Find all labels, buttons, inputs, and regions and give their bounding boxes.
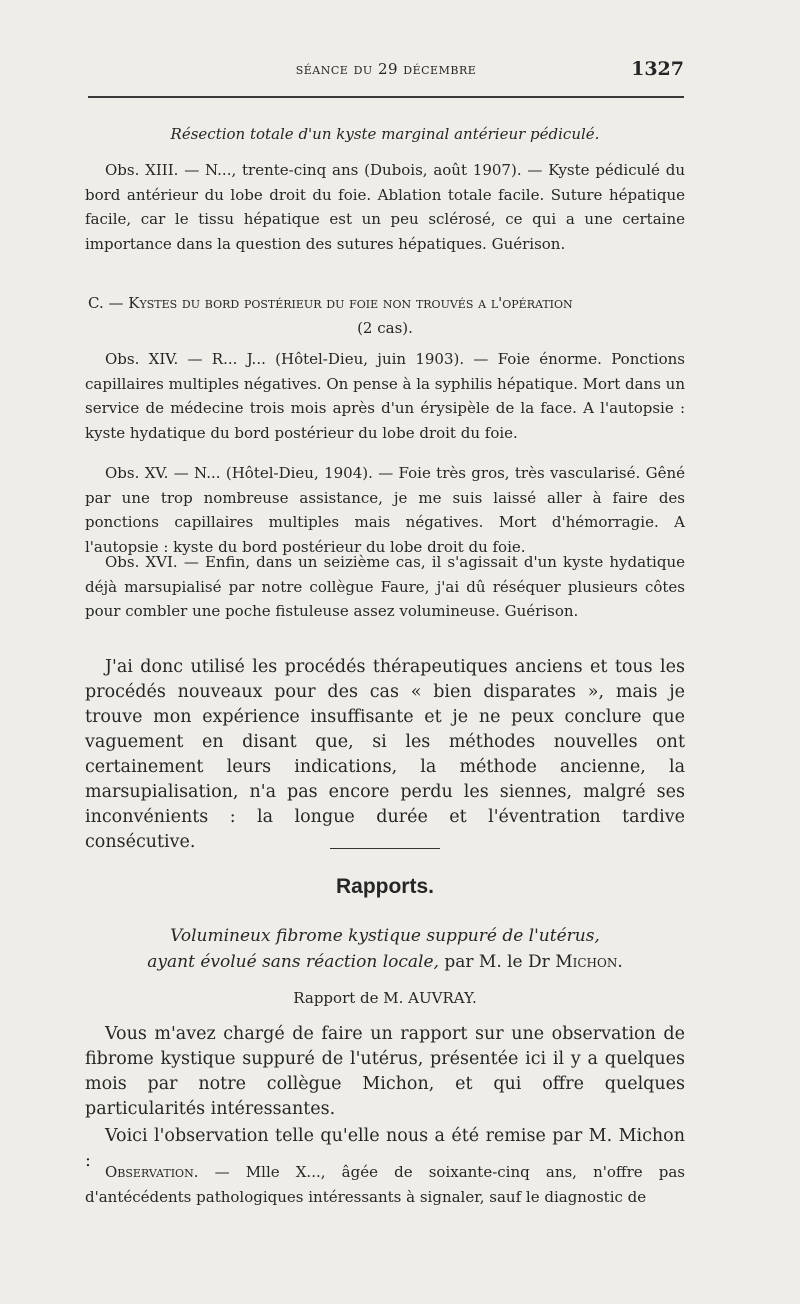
- obs-15: Obs. XV. — N... (Hôtel-Dieu, 1904). — Foie très gros, très vascularisé. Gêné par une trop nombreuse assistance, je me suis laissé aller à faire des ponctions capillaires multiples mais négatives. Mort d'hémorragie. A l'autopsie : kyste du bord postérieur du lobe droit du foie.: [85, 464, 685, 556]
- report-title-line1: Volumineux fibrome kystique suppuré de l'utérus,: [170, 926, 600, 946]
- header-rule: [88, 96, 684, 98]
- observation-paragraph: [85, 1160, 685, 1209]
- observation-text: — Mlle X..., âgée de soixante-cinq ans, n'offre pas d'antécédents pathologiques intéressants à signaler, sauf le diagnostic de: [85, 1163, 685, 1206]
- section-c-title: C. — Kystes du bord postérieur du foie non trouvés a l'opération: [88, 294, 573, 312]
- rapports-heading: Rapports.: [335, 875, 434, 898]
- section-c-count: (2 cas).: [357, 318, 413, 337]
- obs-16: Obs. XVI. — Enfin, dans un seizième cas, il s'agissait d'un kyste hydatique déjà marsupialisé par notre collègue Faure, j'ai dû réséquer plusieurs côtes pour combler une poche fistuleuse assez volumineuse. Guérison.: [85, 553, 685, 620]
- section-c-heading: [85, 291, 685, 340]
- conclusion-paragraph: J'ai donc utilisé les procédés thérapeutiques anciens et tous les procédés nouveaux pour des cas « bien disparates », mais je trouve mon expérience insuffisante et je ne peux conclure que vaguement en disant que, si les méthodes nouvelles ont certainement leurs indications, la méthode ancienne, la marsupialisation, n'a pas encore perdu les siennes, malgré ses inconvénients : la longue durée et l'éventration tardive consécutive.: [85, 657, 685, 852]
- report-title-line2-italic: ayant évolué sans réaction locale,: [147, 952, 439, 972]
- section-separator: [330, 848, 440, 849]
- resection-heading: Résection totale d'un kyste marginal antérieur pédiculé.: [170, 125, 600, 143]
- reporter-line: Rapport de M. AUVRAY.: [293, 989, 477, 1007]
- obs-13: Obs. XIII. — N..., trente-cinq ans (Dubois, août 1907). — Kyste pédiculé du bord antérieur du lobe droit du foie. Ablation totale facile. Suture hépatique facile, car le tissu hépatique est un peu sclérosé, ce qui a une certaine importance dans la question des sutures hépatiques. Guérison.: [85, 161, 685, 253]
- report-author: Michon.: [555, 952, 623, 972]
- report-title-line2: [85, 949, 685, 975]
- running-title: séance du 29 décembre: [295, 60, 477, 78]
- observation-label: Observation.: [105, 1163, 199, 1181]
- running-header: [88, 58, 684, 84]
- report-paragraph-1: Vous m'avez chargé de faire un rapport sur une observation de fibrome kystique suppuré de l'utérus, présentée ici il y a quelques mois par notre collègue Michon, et qui offre quelques particularités intéressantes.: [85, 1024, 685, 1119]
- obs-14: Obs. XIV. — R... J... (Hôtel-Dieu, juin 1903). — Foie énorme. Ponctions capillaires multiples négatives. On pense à la syphilis hépatique. Mort dans un service de médecine trois mois après d'un érysipèle de la face. A l'autopsie : kyste hydatique du bord postérieur du lobe droit du foie.: [85, 350, 685, 442]
- report-by: par M. le Dr: [444, 952, 550, 972]
- report-title: [85, 923, 685, 975]
- page-number: 1327: [631, 58, 684, 80]
- report-paragraph-2: Voici l'observation telle qu'elle nous a été remise par M. Michon :: [85, 1126, 685, 1171]
